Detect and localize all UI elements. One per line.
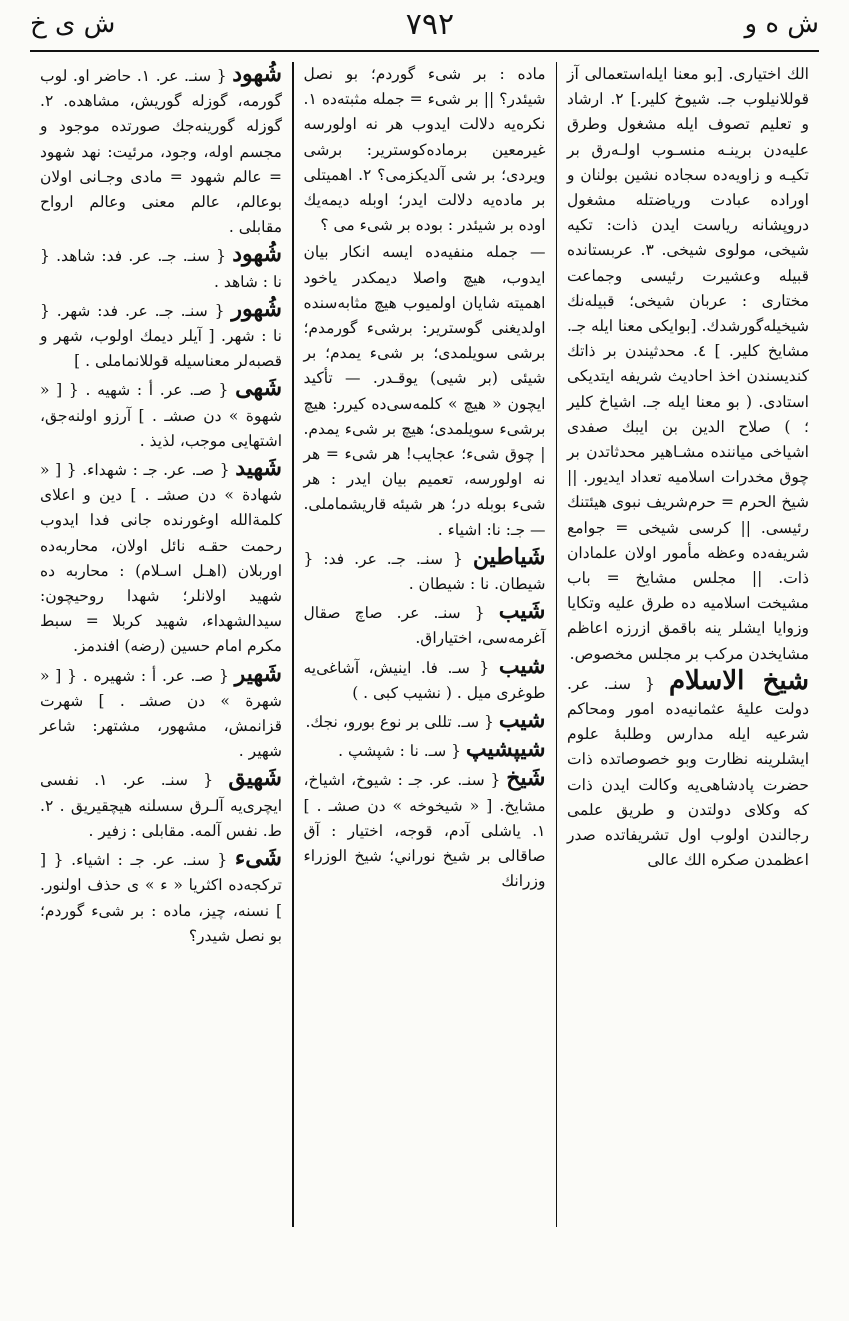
entry-definition: { سـ. نا : شپشپ . — [338, 742, 461, 761]
entry-definition: { سنـ. عر. دولت علیهٔ عثمانیه‌ده امور ومحاكم شرعيه ايله مدارس وطلبهٔ علوم ایشلرینه نظارت وبو خصوصاتده ذات حضرت پادشاهی‌یه وكالت ایدن ذات كه وكلای دولتدن و طريق علمی رجالندن اولوب اول تشریفاتده صدر اعظمدن صكره الك عالی — [567, 674, 809, 870]
dictionary-entry — [304, 545, 546, 597]
entry-headword: شَهی — [235, 375, 283, 402]
entry-headword: شُهود — [232, 61, 282, 87]
dictionary-entry — [304, 62, 546, 238]
column-middle — [294, 56, 556, 1227]
dictionary-entry — [40, 62, 282, 240]
column-divider-right — [292, 62, 294, 1227]
entry-headword: شَهير — [234, 660, 282, 687]
entry-definition: — جمله منفیه‌ده ایسه انكار بیان ایدوب، هیچ واصلا دیمكدر یاخود اهمیته شایان اولمیوب هیچ مثابه‌سنده اولدیغنی گوستریر: برشیء گورمدم؛ برشی سویلمدی؛ بر شیء یمدم؛ بر شيئی (بر شیی) یوقـدر. — تأكید ایچون « هیچ » كلمه‌سی‌ده كیرر: هیچ برشیء سویلمدی؛ هیچ بر شیء یمدم. | چوق شیء؛ عجایب! هر شیء = هر نه اولورسه، تعمیم بيان ایدر : هر شیء بوبله در؛ هر شیئه قاریشماملی. — جـ: نا: اشياء . — [303, 243, 546, 539]
entry-definition: { سنـ. جـ. عر. فد: شهر. { نا : شهر. [ آیلر دیمك اولوب، شهر و قصبه‌لر معناسیله قوللانماملی . ] — [40, 301, 282, 371]
right-running-letters: ش ه و — [744, 9, 819, 39]
entry-definition: { صـ. عر. أ : شهيره . { [ « شهرة » دن صشـ . ] شهرت قزانمش، مشهور، مشتهر: شاعر شهير . — [40, 666, 282, 761]
dictionary-entry — [40, 766, 282, 844]
dictionary-entry — [304, 737, 546, 764]
entry-headword: شيخ الاسلام — [668, 665, 809, 696]
entry-definition: { صـ. عر. أ : شهيه . { [ « شهوة » دن صشـ . ] آرزو اولنه‌جق، اشتهایی موجب، لذيذ . — [40, 381, 282, 450]
page-header — [30, 4, 819, 44]
entry-headword: شيپشيپ — [465, 736, 546, 763]
entry-headword: شيب — [498, 707, 546, 734]
column-left — [557, 56, 819, 1227]
column-divider-left — [556, 62, 558, 1227]
dictionary-entry — [304, 599, 546, 651]
entry-definition: { سنـ. عر. جـ : اشياء. { [ تركجه‌ده اكثريا « ء » ی حذف اولنور. ] نسنه، چيز، ماده : بر شیء گوردم؛ بو نصل شيدر؟ — [40, 851, 282, 945]
entry-headword: شَياطين — [472, 543, 546, 570]
entry-headword: شَهيد — [235, 455, 282, 482]
dictionary-entry — [40, 297, 282, 375]
dictionary-entry — [40, 662, 282, 765]
entry-headword: شَیء — [234, 845, 282, 872]
page-number: ۷۹۲ — [405, 6, 455, 42]
dictionary-entry — [304, 654, 546, 706]
entry-definition: { سنـ. جـ. عر. فد: شاهد. {‏ نا : شاهد . — [40, 247, 282, 291]
dictionary-entry — [40, 846, 282, 949]
dictionary-entry — [304, 766, 546, 894]
entry-definition: { سنـ. عر. ۱. نفسی ایچری‌یه آلـرق سسلنه هیچقیریق . ۲. ط. نفس آلمه. مقابلی : زفیر . — [40, 771, 282, 840]
entry-definition: { صـ. عر. جـ : شهداء. { [ « شهادة » دن صشـ . ] دين و اعلاى كلمة‌الله اوغورنده جانى فدا ایدوب رحمت حقـه نائل اولان، محاربه‌ده اوربلان (اهـل اسـلام) : محاربه ده شهید اولانلر؛ شهدا روحیچون: سيدالشهداء، شهيد كربلا = سبط مكرم امام حسین (رضه) افندمز. — [40, 461, 282, 656]
dictionary-entry — [567, 62, 809, 667]
entry-definition: { سنـ. عر. جـ : شيوخ، اشیاخ، مشایخ. [ « شیخوخه » دن صشـ . ] ۱. یاشلی آدم، قوجه، اختيار : آق صاقالی بر شيخ نوراني؛ شيخ الوزراء وزرانك — [303, 771, 546, 891]
entry-definition: ماده : بر شیء گوردم؛ بو نصل شیئدر؟ || بر شیء = جمله مثبته‌ده ۱. نكره‌یه دلالت ایدوب هر نه اولورسه غیرمعین برماده‌کوستریر: برشی ویردی؛ بر شی آلدیکزمی؟ ۲. اهمیتلی بر ماده‌یه دلالت ایدر؛ اوبله دیمه‌یك اوده بر شیئدر : بوده بر شیء می ؟ — [303, 65, 546, 235]
header-rule — [30, 50, 819, 52]
entry-headword: شَيب — [498, 598, 546, 625]
dictionary-columns — [30, 56, 819, 1227]
entry-headword: شيب — [498, 652, 546, 679]
dictionary-entry — [567, 665, 809, 874]
dictionary-entry — [40, 376, 282, 454]
entry-definition: { سـ. فا. اینیش، آشاغی‌یه طوغری میل . ( نشیب كبی . ) — [303, 658, 546, 702]
entry-definition: { سنـ. عر. صاچ صقال آغرمه‌سی، اختياراق. — [303, 604, 546, 648]
dictionary-entry — [304, 708, 546, 735]
entry-definition: الك اختیاری. [بو معنا ایله‌استعمالی آز قوللانیلوب جـ. شیوخ كلير.] ۲. ارشاد و تعليم تصوف ايله مشغول وطرق علیه‌دن برینـه منسـوب اولـه‌رق بر تكیـه و زاویه‌ده سجاده نشین بولنان و اوراده عبادت وریاضتله مشغول دروپشانه ریاست ایدن ذات: تكیه شیخی، مولوی شیخی. ۳. عربستانده قبیله وعشیرت رئیسی وجماعت مختاری : عربان شيخی؛ قبيله‌نك شیخیله‌گورشدك. [بوایكی معنا ايله جـ. مشايخ كلير. ] ٤. محدثیندن بر ذاتك كنديسندن اخذ احاديث شريفه ایتدیکی استادی. ( بو معنا ايله جـ. اشياخ كلير ؛ ) صلاح الدین بن ايبك صفدی اشیاخی میاننده مشـاهیر محدثاتدن بر چوق مخدرات اسلامیه تعداد ایدیور. || شيخ الحرم = حرم‌شریف نبوی هیئتنك رئیسی. || كرسی شیخی = جوامع شريفه‌ده وعظه مأمور اولان علمادان ذات. || مجلس مشايخ = باب مشیخت اسلامیه ده طرق علیه وتكايا وزوايا ايشلر ینه باقمق ازرزه اعاظم مشايخدن مركب بر مجلس مخصوص. — [567, 65, 810, 663]
entry-headword: شَهيق — [228, 765, 282, 792]
dictionary-entry — [40, 456, 282, 660]
entry-definition: { سـ. تللی بر نوع بورو، نجك. — [305, 713, 494, 732]
entry-definition: { سنـ. جـ. عر. فد: { شيطان. نا : شيطان . — [303, 549, 546, 594]
entry-definition: { سنـ. عر. ۱. حاضر او. لوب گورمه، گوزله گوریش، مشاهده. ۲. گوزله گورینه‌جك صورتده موجود و مجسم اوله، وجود، مرئيت: ‎نهد شهود = عالم شهود = مادی وجـانى اولان بوعالم، عالم معنى وعالم ارواح مقابلی . — [40, 67, 282, 237]
entry-headword: شُهور — [231, 295, 282, 322]
left-running-letters: ش ی خ — [30, 9, 116, 39]
dictionary-entry — [304, 240, 546, 542]
column-right — [30, 56, 292, 1227]
entry-headword: شُهود — [232, 241, 282, 268]
dictionary-entry — [40, 242, 282, 294]
entry-headword: شَيخ — [506, 765, 546, 792]
